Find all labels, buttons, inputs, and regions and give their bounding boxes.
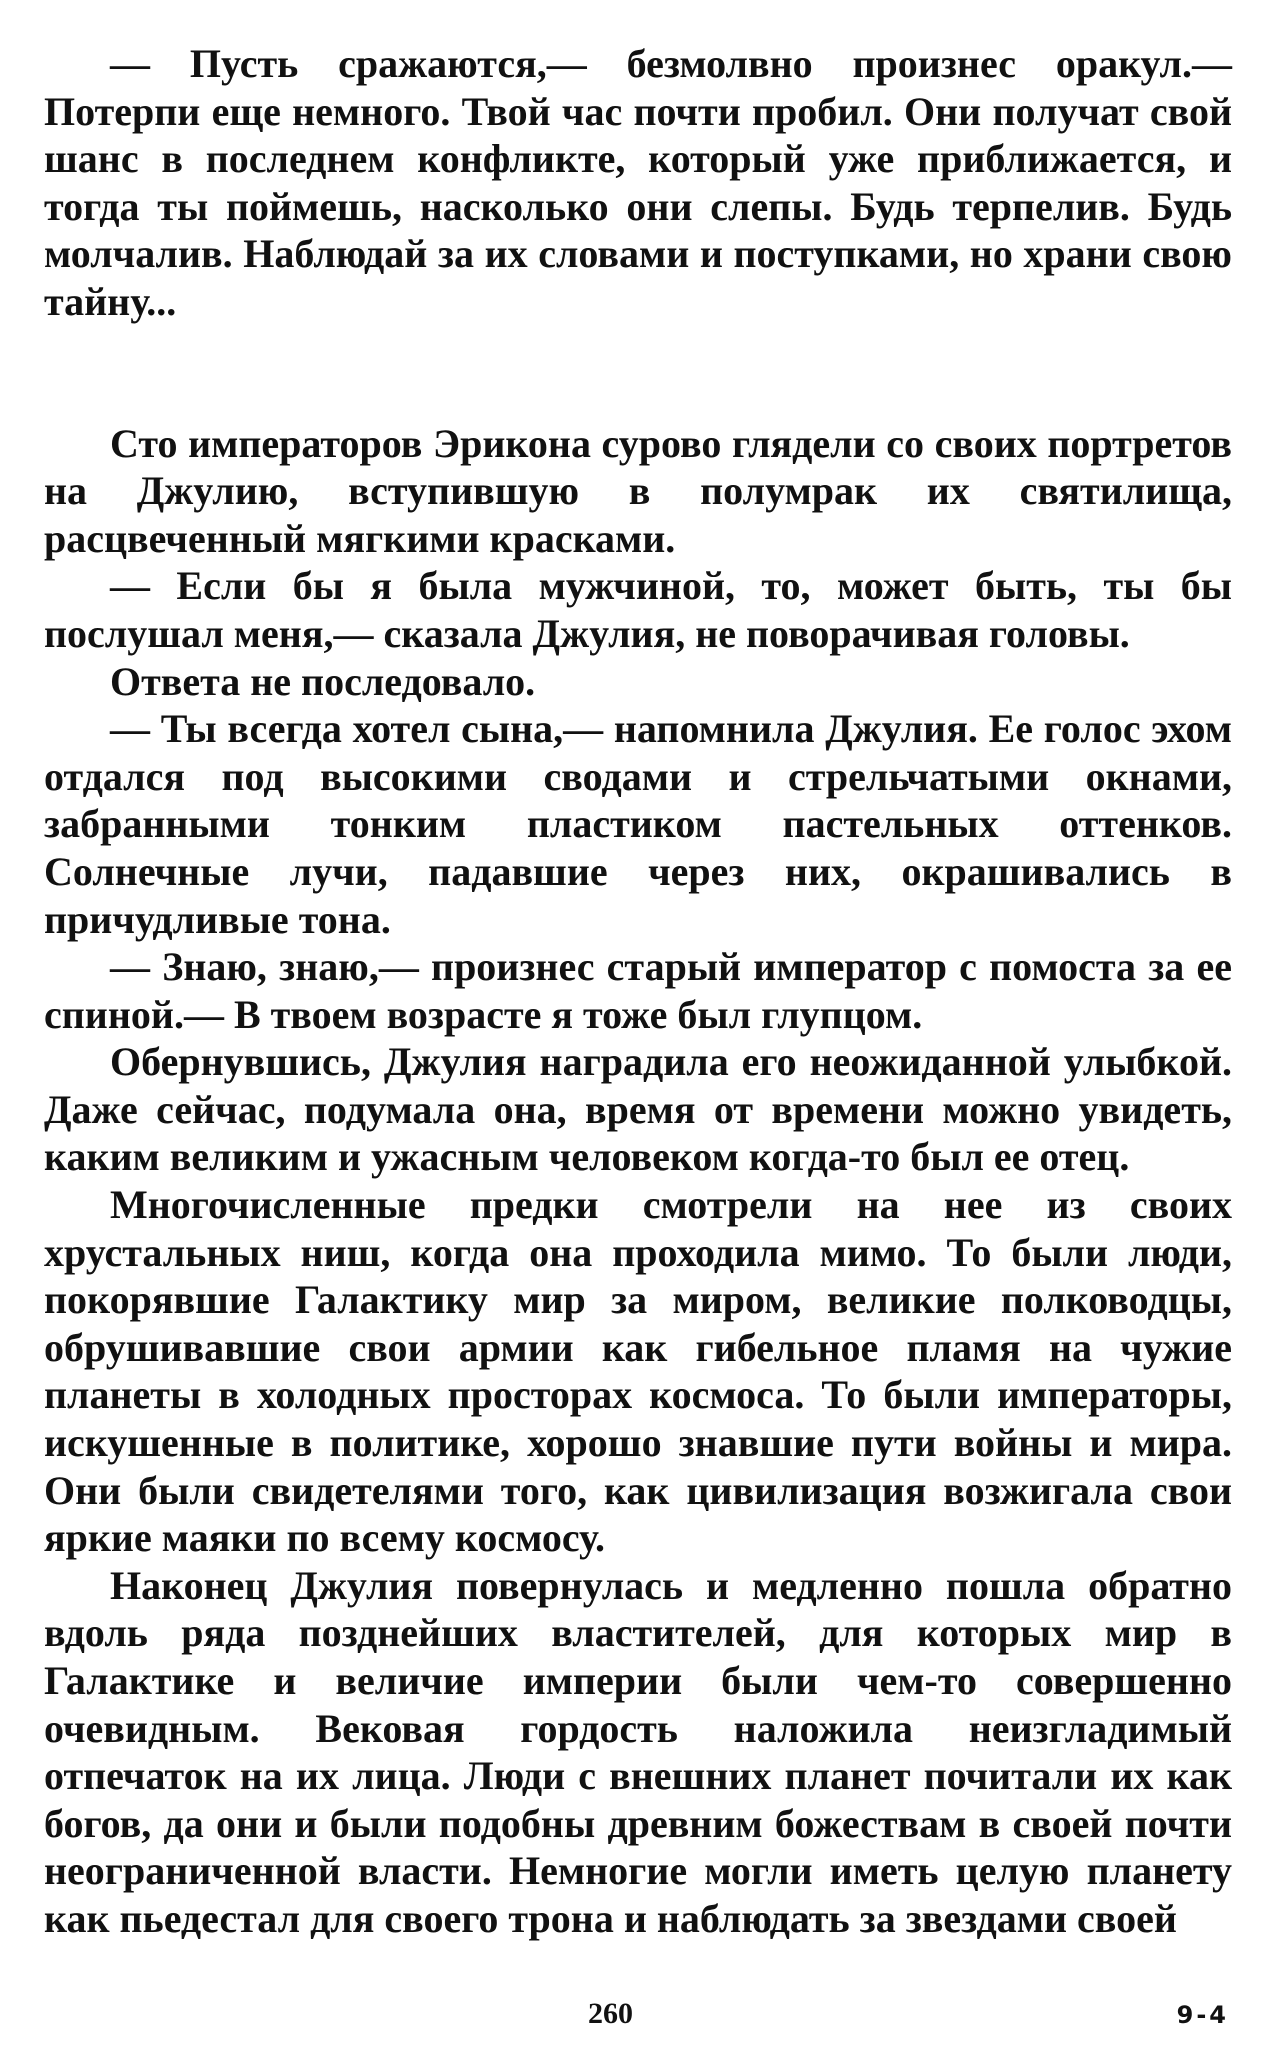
section-break: [44, 326, 1232, 420]
paragraph-later-rulers: Наконец Джулия повернулась и медленно пошла обратно вдоль ряда позднейших властителей, для которых мир в Галактике и величие империи были чем-то совершенно очевидным. Вековая гордость наложила неизгладимый отпечаток на их лица. Люди с внешних планет почитали их как богов, да они и были подобны древним божествам в своей почти неограниченной власти. Немногие могли иметь целую планету как пьедестал для своего трона и наблюдать за звездами своей: [44, 1562, 1232, 1941]
paragraph-old-emperor-reply: — Знаю, знаю,— произнес старый император с помоста за ее спиной.— В твоем возрасте я тоже был глупцом.: [44, 944, 1232, 1037]
paragraph-no-answer: Ответа не последовало.: [110, 658, 536, 704]
page-footer: [0, 1995, 1277, 2035]
signature-mark: 9-4: [1176, 2001, 1229, 2029]
paragraph-emperors-portraits: Сто императоров Эрикона сурово глядели со своих портретов на Джулию, вступившую в полумрак их святилища, расцвеченный мягкими красками.: [44, 420, 1232, 561]
paragraph-julia-smile: Обернувшись, Джулия наградила его неожиданной улыбкой. Даже сейчас, подумала она, время от времени можно увидеть, каким великим и ужасным человеком когда-то был ее отец.: [44, 1039, 1232, 1180]
paragraph-julia-if-man: — Если бы я была мужчиной, то, может быть, ты бы послушал меня,— сказала Джулия, не поворачивая головы.: [44, 563, 1232, 656]
book-page-text: [44, 40, 1232, 1943]
paragraph-ancestors-niches: Многочисленные предки смотрели на нее из своих хрустальных ниш, когда она проходила мимо. То были люди, покорявшие Галактику мир за миром, великие полководцы, обрушивавшие свои армии как гибельное пламя на чужие планеты в холодных просторах космоса. То были императоры, искушенные в политике, хорошо знавшие пути войны и мира. Они были свидетелями того, как цивилизация возжигала свои яркие маяки по всему космосу.: [44, 1182, 1232, 1561]
paragraph-always-wanted-son: — Ты всегда хотел сына,— напомнила Джулия. Ее голос эхом отдался под высокими сводами и стрельчатыми окнами, забранными тонким пластиком пастельных оттенков. Солнечные лучи, падавшие через них, окрашивались в причудливые тона.: [44, 706, 1232, 942]
paragraph-oracle-speech: — Пусть сражаются,— безмолвно произнес оракул.— Потерпи еще немного. Твой час почти пробил. Они получат свой шанс в последнем конфликте, который уже приближается, и тогда ты поймешь, насколько они слепы. Будь терпелив. Будь молчалив. Наблюдай за их словами и поступками, но храни свою тайну...: [44, 41, 1232, 324]
page-number: 260: [588, 1997, 633, 2030]
